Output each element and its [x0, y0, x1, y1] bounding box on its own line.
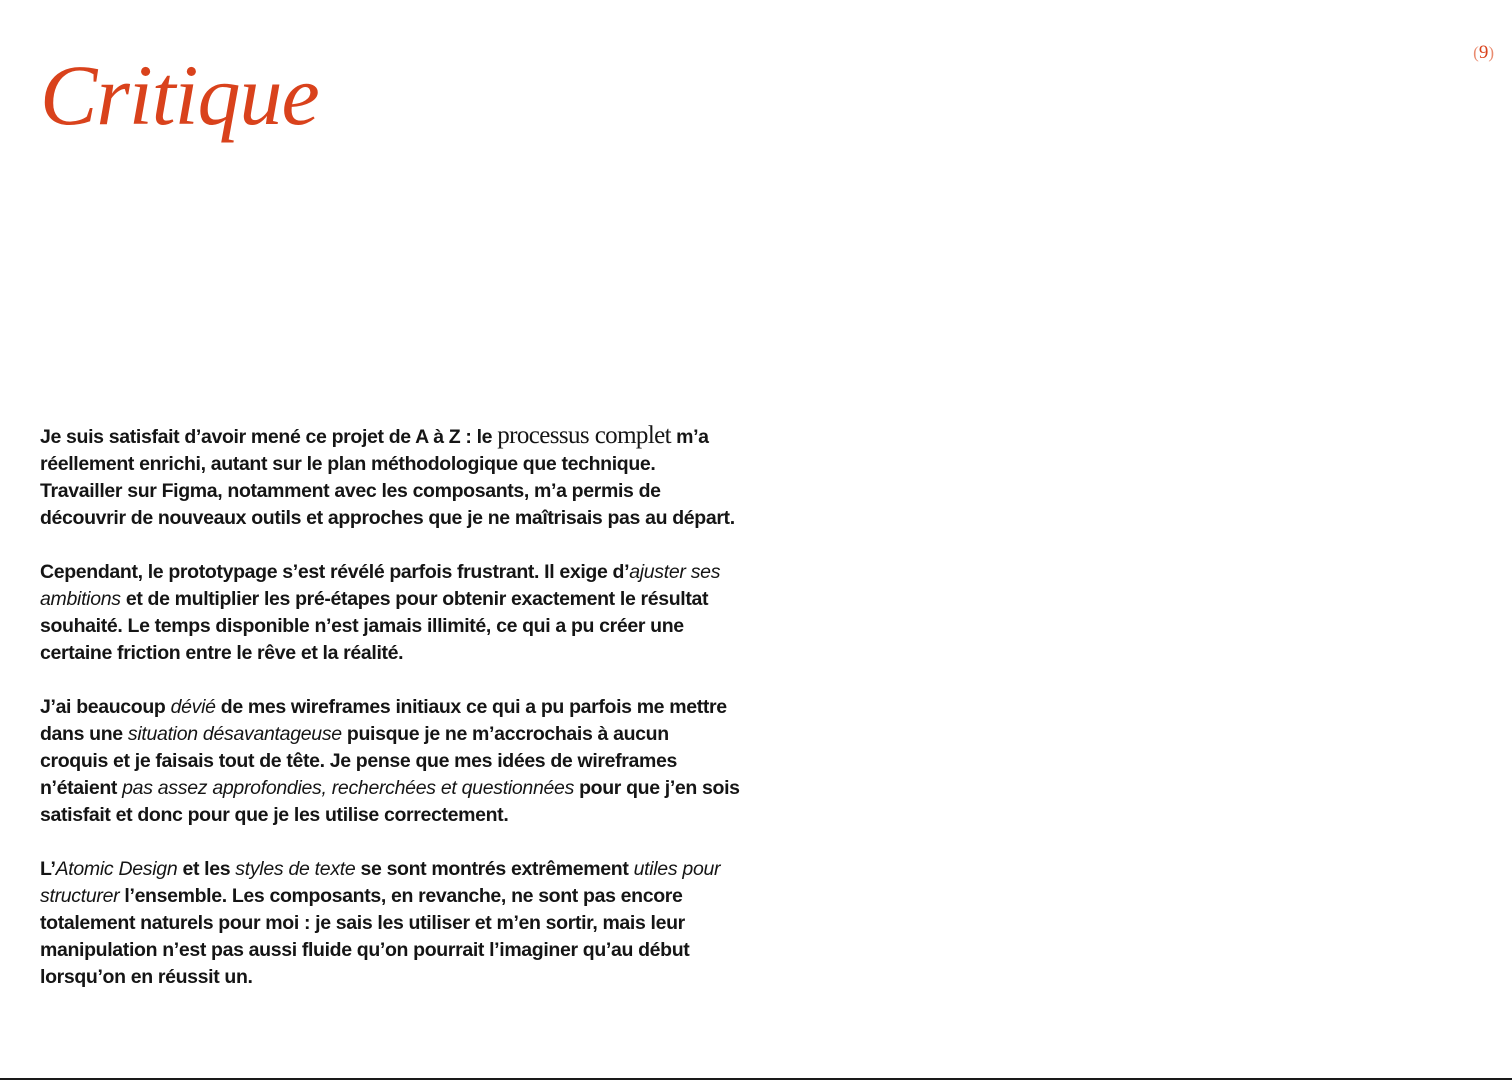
text-segment-italic: pas assez approfondies, recherchées et questionnées — [122, 777, 575, 799]
text-segment-italic: styles de texte — [235, 858, 356, 880]
text-segment: et de multiplier les pré-étapes pour obtenir exactement le résultat souhaité. Le temps disponible n’est jamais illimité, ce qui a pu créer une certaine friction entre le rêve et la réalité. — [40, 588, 709, 664]
text-segment-italic: dévié — [170, 696, 216, 718]
text-segment: et les — [177, 858, 236, 880]
page-title: Critique — [40, 47, 319, 143]
text-segment: de mes wireframes initiaux ce qui a pu parfois me mettre dans une — [40, 696, 727, 745]
text-segment-italic: Atomic Design — [55, 858, 178, 880]
text-segment: Je suis satisfait d’avoir mené ce projet de A à Z : le — [40, 426, 498, 448]
text-segment: m’a réellement enrichi, autant sur le plan méthodologique que technique. Travailler sur Figma, notamment avec les composants, m’a permis de découvrir de nouveaux outils et approches que je ne maîtrisais pas au départ. — [40, 426, 735, 529]
text-segment-italic: ajuster ses ambitions — [40, 561, 721, 610]
page-number-value: 9 — [1478, 42, 1489, 63]
paragraph-satisfaction — [40, 422, 740, 532]
text-segment: Cependant, le prototypage s’est révélé parfois frustrant. Il exige d’ — [40, 561, 630, 583]
paragraph-atomic-design — [40, 856, 740, 991]
paragraph-prototyping — [40, 559, 740, 667]
page-number — [1473, 42, 1494, 64]
text-segment: J’ai beaucoup — [40, 696, 171, 718]
paragraph-wireframes — [40, 694, 740, 829]
text-segment-italic: utiles pour structurer — [40, 858, 721, 907]
page-number-close-paren: ) — [1488, 43, 1494, 62]
text-segment: puisque je ne m’accrochais à aucun croquis et je faisais tout de tête. Je pense que mes idées de wireframes n’étaient — [40, 723, 677, 799]
text-segment-serif: processus complet — [497, 422, 672, 449]
text-segment-italic: situation désavantageuse — [127, 723, 342, 745]
text-segment: L’ — [40, 858, 56, 880]
text-segment: l’ensemble. Les composants, en revanche, ne sont pas encore totalement naturels pour moi : je sais les utiliser et m’en sortir, mais leur manipulation n’est pas aussi fluide qu’on pourrait l’imaginer qu’au début lorsqu’on en réussit un. — [40, 885, 690, 988]
critique-body — [40, 422, 740, 1018]
text-segment: pour que j’en sois satisfait et donc pour que je les utilise correctement. — [40, 777, 740, 826]
text-segment: se sont montrés extrêmement — [355, 858, 634, 880]
page-number-open-paren: ( — [1473, 43, 1479, 62]
